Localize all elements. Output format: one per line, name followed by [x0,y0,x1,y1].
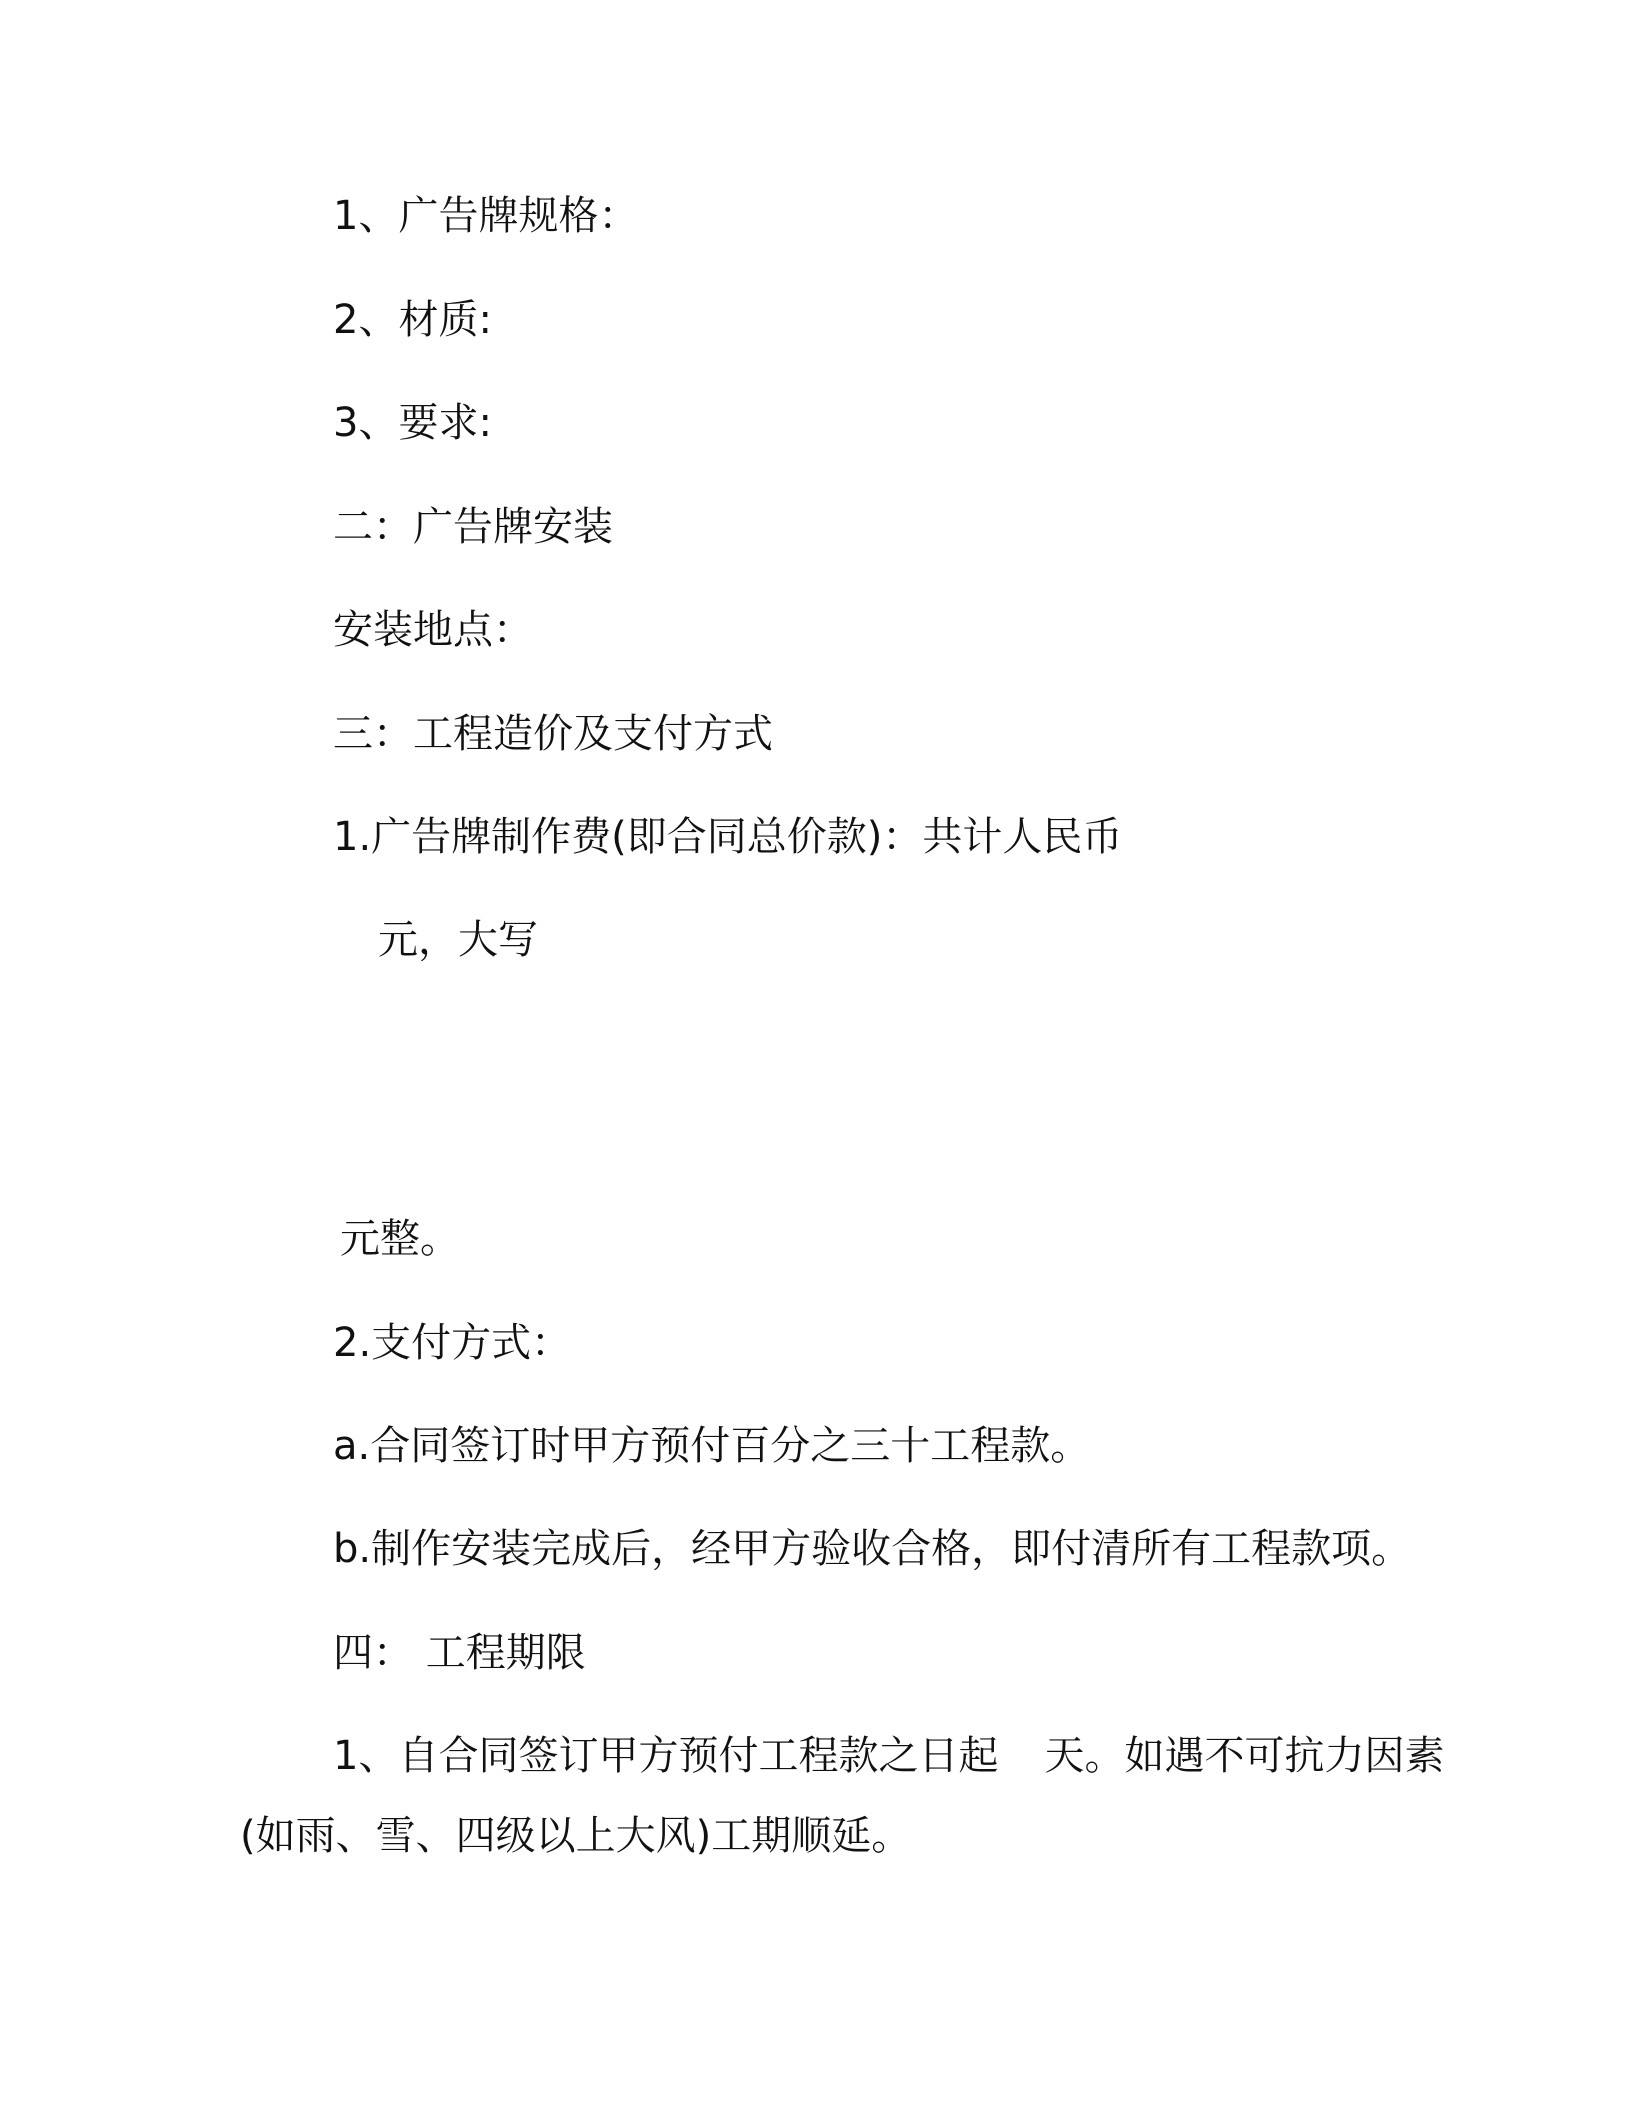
payment-item-a: a.合同签订时甲方预付百分之三十工程款。 [333,1423,1091,1469]
term-clause-part1: 1、自合同签订甲方预付工程款之日起 [333,1733,999,1779]
term-clause-line [333,1730,1444,1782]
item-billboard-spec: 1、广告牌规格： [333,193,639,239]
term-clause-continuation: (如雨、雪、四级以上大风)工期顺延。 [240,1813,912,1859]
item-material: 2、材质: [333,297,492,343]
payment-method-heading: 2.支付方式： [333,1320,572,1366]
item-requirements: 3、要求: [333,400,492,446]
amount-yuan-zheng: 元整。 [340,1216,460,1262]
section-heading-term: 四： 工程期限 [333,1630,586,1676]
production-fee-line: 1.广告牌制作费(即合同总价款)：共计人民币 [333,814,1123,860]
section-heading-price-payment: 三：工程造价及支付方式 [333,711,773,757]
installation-location: 安装地点： [333,607,533,653]
term-clause-part2: 天。如遇不可抗力因素 [1044,1733,1445,1779]
section-heading-installation: 二：广告牌安装 [333,504,613,550]
payment-item-b: b.制作安装完成后，经甲方验收合格，即付清所有工程款项。 [333,1526,1412,1572]
amount-uppercase-line: 元，大写 [378,917,538,963]
